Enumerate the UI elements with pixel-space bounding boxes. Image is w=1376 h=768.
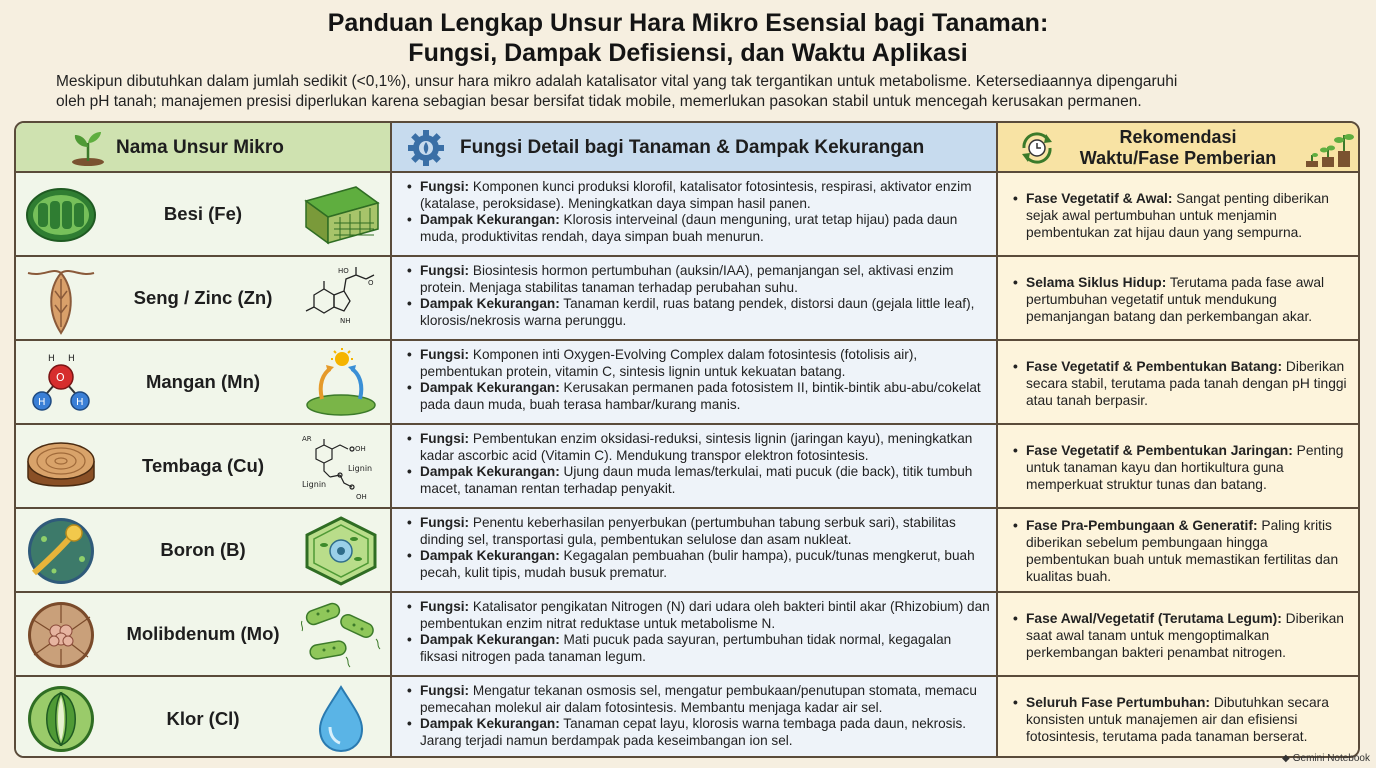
header-timing — [996, 123, 1360, 173]
function-label: Fungsi: — [420, 347, 470, 362]
element-name: Molibdenum (Mo) — [126, 623, 280, 644]
element-name: Besi (Fe) — [163, 203, 243, 224]
header-function — [390, 123, 996, 173]
timing-recommendation — [1012, 515, 1352, 587]
function-text: Komponen inti Oxygen-Evolving Complex dalam fotosintesis (fotolisis air), pembentukan protein, vitamin C, sintesis lignin untuk kekuatan batang. — [420, 347, 918, 379]
deficiency-text: Klorosis interveinal (daun menguning, urat tetap hijau) pada daun muda, produktivitas rendah, daya simpan buah menurun. — [420, 212, 958, 244]
table-row-fe — [16, 173, 1358, 257]
timing-recommendation — [1012, 599, 1352, 671]
water-o-label: O — [56, 371, 65, 384]
seedling-growth-icon — [1304, 127, 1354, 169]
deficiency-label: Dampak Kekurangan: — [420, 380, 560, 396]
deficiency-text: Kegagalan pembuahan (bulir hampa), pucuk/tunas mengkerut, buah pecah, kulit tipis, mudah busuk prematur. — [420, 548, 975, 580]
header-col3-line-1: Rekomendasi — [1119, 127, 1237, 147]
function-item — [406, 179, 990, 212]
water-h-label-right: H — [76, 397, 84, 408]
header-col3-line-2: Waktu/Fase Pemberian — [1079, 148, 1277, 168]
function-text: Penentu keberhasilan penyerbukan (pertumbuhan tabung serbuk sari), stabilitas dinding sel, transportasi gula, pembentukan selulose dan asam nukleat. — [420, 515, 956, 547]
timing-phase: Fase Vegetatif & Pembentukan Jaringan: — [1026, 442, 1293, 458]
timing-text: Diberikan saat awal tanam untuk mengoptimalkan perkembangan bakteri penambat nitrogen. — [1026, 610, 1344, 660]
element-name: Seng / Zinc (Zn) — [133, 287, 273, 308]
deficiency-label: Dampak Kekurangan: — [420, 464, 560, 480]
function-text: Pembentukan enzim oksidasi-reduksi, sintesis lignin (jaringan kayu), meningkatkan kadar ascorbic acid (Vitamin C). Mendukung transpor elektron fotosintesis. — [420, 431, 973, 463]
table-row-cu — [16, 425, 1358, 509]
deficiency-text: Ujung daun muda lemas/terkulai, mati pucuk (die back), titik tumbuh macet, tanaman rentan terhadap penyakit. — [420, 464, 973, 496]
timing-recommendation — [1012, 263, 1352, 335]
plant-cell-icon — [300, 515, 382, 587]
intro-line-1: Meskipun dibutuhkan dalam jumlah sedikit (<0,1%), unsur hara mikro adalah katalisator vital yang tak tergantikan untuk metabolisme. Ketersediaannya dipengaruhi — [56, 73, 1178, 90]
element-name: Tembaga (Cu) — [142, 455, 264, 476]
intro-line-2: oleh pH tanah; manajemen presisi diperlukan karena sebagian besar bersifat tidak mobile, memerlukan pasokan stabil untuk mencegah kerusakan permanen. — [56, 93, 1142, 110]
auxin-nh-label: NH — [340, 317, 351, 325]
function-item — [406, 599, 990, 632]
function-label: Fungsi: — [420, 179, 470, 194]
function-description — [406, 599, 990, 665]
function-item — [406, 431, 990, 464]
timing-phase: Fase Vegetatif & Pembentukan Batang: — [1026, 358, 1283, 374]
auxin-o-label: O — [368, 279, 374, 287]
deficiency-item — [406, 380, 990, 413]
function-description — [406, 263, 990, 329]
function-item — [406, 515, 990, 548]
water-h-label-top-left: H — [48, 354, 55, 364]
wood-log-icon — [24, 431, 98, 503]
leaf-tissue-icon — [300, 179, 382, 251]
water-h-label-top-right: H — [68, 354, 75, 364]
deficiency-label: Dampak Kekurangan: — [420, 548, 560, 564]
title-line-2: Fungsi, Dampak Defisiensi, dan Waktu Aplikasi — [408, 39, 968, 67]
lignin-oh-label-bottom: OH — [356, 493, 367, 501]
bacteria-icon — [300, 599, 382, 671]
function-text: Mengatur tekanan osmosis sel, mengatur pembukaan/penutupan stomata, memacu pemecahan molekul air dalam fotosintesis. Membantu menjaga kadar air sel. — [420, 683, 977, 715]
function-item — [406, 263, 990, 296]
header-element-name — [16, 123, 390, 173]
table-row-cl — [16, 677, 1358, 758]
timing-text: Diberikan secara stabil, terutama pada tanah dengan pH tinggi atau tanah berpasir. — [1026, 358, 1347, 408]
root-tip-icon — [24, 263, 98, 335]
function-text: Biosintesis hormon pertumbuhan (auksin/IAA), pemanjangan sel, aktivasi enzim protein. Menjaga stabilitas tanaman terhadap perubahan suhu. — [420, 263, 954, 295]
timing-recommendation — [1012, 347, 1352, 419]
deficiency-label: Dampak Kekurangan: — [420, 296, 560, 312]
function-description — [406, 515, 990, 581]
deficiency-item — [406, 716, 990, 749]
deficiency-text: Kerusakan permanen pada fotosistem II, bintik-bintik abu-abu/cokelat pada daun muda, buah terasa hambar/kurang manis. — [420, 380, 981, 412]
lignin-label-right: Lignin — [348, 464, 373, 473]
timing-text: Terutama pada fase awal pertumbuhan vegetatif untuk mendukung pemanjangan batang dan perkembangan akar. — [1026, 274, 1325, 324]
watermark-text: Gemini Notebook — [1292, 753, 1370, 764]
water-drop-icon — [300, 683, 382, 755]
function-text: Katalisator pengikatan Nitrogen (N) dari udara oleh bakteri bintil akar (Rhizobium) dan pembentukan enzim nitrat reduktase untuk metabolisme N. — [420, 599, 990, 631]
function-label: Fungsi: — [420, 683, 470, 698]
function-label: Fungsi: — [420, 263, 470, 278]
water-molecule-icon — [24, 347, 98, 419]
element-name: Mangan (Mn) — [145, 371, 261, 392]
timing-text: Dibutuhkan secara konsisten untuk manajemen air dan efisiensi fotosintesis, terutama pada tanaman berserat. — [1026, 694, 1329, 744]
water-h-label-left: H — [38, 397, 46, 408]
deficiency-label: Dampak Kekurangan: — [420, 716, 560, 732]
timing-text: Penting untuk tanaman kayu dan hortikultura guna memperkuat struktur tunas dan batang. — [1026, 442, 1344, 492]
title-line-1: Panduan Lengkap Unsur Hara Mikro Esensial bagi Tanaman: — [327, 9, 1049, 37]
timing-recommendation — [1012, 179, 1352, 251]
stomata-icon — [24, 683, 98, 755]
table-row-b — [16, 509, 1358, 593]
header-col3-label — [1058, 127, 1298, 169]
timing-phase: Fase Pra-Pembungaan & Generatif: — [1026, 518, 1258, 533]
watermark — [1282, 753, 1370, 764]
cycle-clock-icon — [1016, 128, 1058, 168]
function-label: Fungsi: — [420, 515, 470, 530]
deficiency-text: Tanaman kerdil, ruas batang pendek, distorsi daun (gejala little leaf), klorosis/nekrosis warna perunggu. — [420, 296, 975, 328]
deficiency-item — [406, 464, 990, 497]
table-row-zn — [16, 257, 1358, 341]
sprout-icon — [68, 129, 108, 167]
table-row-mo — [16, 593, 1358, 677]
deficiency-item — [406, 632, 990, 665]
micronutrient-table — [14, 121, 1360, 758]
deficiency-item — [406, 548, 990, 581]
photosynthesis-icon — [300, 347, 382, 419]
element-name: Boron (B) — [160, 539, 246, 560]
lignin-label-left: Lignin — [302, 480, 327, 489]
function-description — [406, 347, 990, 413]
function-item — [406, 683, 990, 716]
deficiency-item — [406, 296, 990, 329]
auxin-ho-label: HO — [338, 267, 349, 275]
function-text: Komponen kunci produksi klorofil, katalisator fotosintesis, respirasi, aktivator enzim (katalase, peroksidase). Meningkatkan daya simpan hasil panen. — [420, 179, 972, 211]
lignin-structure-icon — [300, 431, 382, 503]
auxin-molecule-icon — [300, 263, 382, 335]
deficiency-text: Tanaman cepat layu, klorosis warna tembaga pada daun, nekrosis. Jarang terjadi namun berdampak pada keseimbangan ion sel. — [420, 716, 967, 748]
root-nodule-icon — [24, 599, 98, 671]
intro-paragraph — [56, 72, 1336, 112]
timing-phase: Seluruh Fase Pertumbuhan: — [1026, 694, 1210, 710]
timing-phase: Fase Vegetatif & Awal: — [1026, 190, 1173, 206]
header-col1-label: Nama Unsur Mikro — [116, 137, 284, 158]
function-item — [406, 347, 990, 380]
function-description — [406, 431, 990, 497]
page-title — [0, 8, 1376, 68]
chloroplast-icon — [24, 179, 98, 251]
table-row-mn — [16, 341, 1358, 425]
timing-phase: Selama Siklus Hidup: — [1026, 274, 1167, 290]
function-label: Fungsi: — [420, 431, 470, 446]
timing-recommendation — [1012, 683, 1352, 755]
header-col2-label: Fungsi Detail bagi Tanaman & Dampak Kekurangan — [460, 137, 925, 158]
timing-phase: Fase Awal/Vegetatif (Terutama Legum): — [1026, 610, 1282, 626]
lignin-ar-label: AR — [302, 435, 312, 443]
function-description — [406, 179, 990, 245]
deficiency-text: Mati pucuk pada sayuran, pertumbuhan tidak normal, kegagalan fiksasi nitrogen pada tanaman legum. — [420, 632, 952, 664]
timing-recommendation — [1012, 431, 1352, 503]
pollen-tube-icon — [24, 515, 98, 587]
lignin-oh-label-top: OH — [355, 445, 366, 453]
element-name: Klor (Cl) — [166, 708, 240, 729]
function-description — [406, 683, 990, 749]
deficiency-item — [406, 212, 990, 245]
deficiency-label: Dampak Kekurangan: — [420, 632, 560, 648]
timing-text: Sangat penting diberikan sejak awal pertumbuhan untuk menjamin pembentukan zat hijau daun yang sempurna. — [1026, 190, 1329, 240]
gear-icon — [406, 128, 446, 168]
timing-text: Paling kritis diberikan sebelum pembungaan hingga pembentukan buah untuk memastikan fertilitas dan kualitas buah. — [1026, 518, 1339, 584]
function-label: Fungsi: — [420, 599, 470, 614]
notebook-icon: ◆ — [1282, 753, 1290, 764]
deficiency-label: Dampak Kekurangan: — [420, 212, 560, 228]
